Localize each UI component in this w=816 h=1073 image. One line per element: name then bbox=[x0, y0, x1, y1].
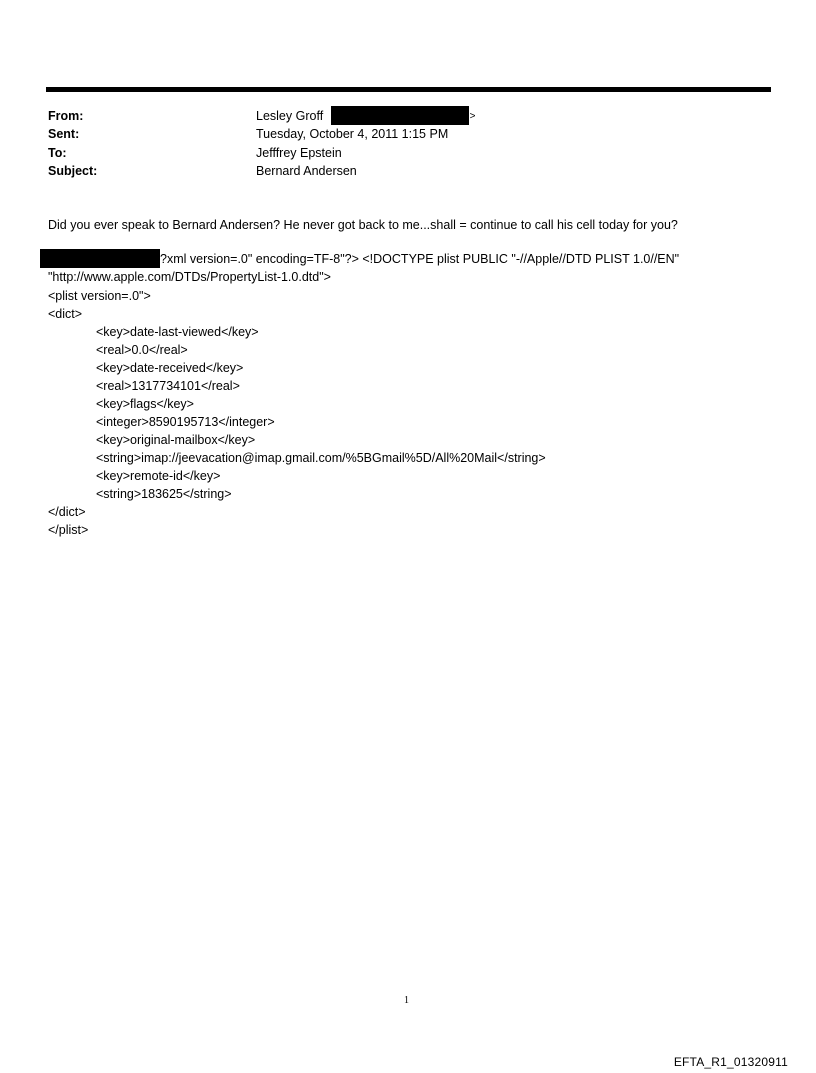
xml-entry: <string>183625</string> bbox=[96, 487, 232, 501]
xml-entry: <integer>8590195713</integer> bbox=[96, 415, 275, 429]
xml-entry: <key>date-last-viewed</key> bbox=[96, 325, 259, 339]
xml-close-dict: </dict> bbox=[48, 505, 86, 519]
to-value: Jefffrey Epstein bbox=[256, 146, 342, 160]
subject-value: Bernard Andersen bbox=[256, 164, 357, 178]
subject-label: Subject: bbox=[48, 164, 98, 178]
xml-close-plist: </plist> bbox=[48, 523, 89, 537]
from-email-redaction bbox=[331, 106, 469, 125]
xml-line-1 bbox=[40, 250, 679, 269]
to-label: To: bbox=[48, 146, 67, 160]
xml-entry: <real>0.0</real> bbox=[96, 343, 188, 357]
xml-line-4: <dict> bbox=[48, 307, 83, 321]
xml-declaration: ?xml version=.0" encoding=TF-8"?> <!DOCTYPE plist PUBLIC "-//Apple//DTD PLIST 1.0//EN" bbox=[160, 252, 680, 266]
message-body: Did you ever speak to Bernard Andersen? He never got back to me...shall = continue to call his cell today for you? bbox=[48, 218, 678, 232]
xml-entry: <key>remote-id</key> bbox=[96, 469, 221, 483]
xml-line-3: <plist version=.0"> bbox=[48, 289, 151, 303]
sent-label: Sent: bbox=[48, 127, 80, 141]
xml-entry: <key>original-mailbox</key> bbox=[96, 433, 256, 447]
from-value bbox=[256, 107, 476, 126]
header-rule bbox=[46, 87, 771, 92]
from-gt: > bbox=[469, 110, 476, 122]
from-label: From: bbox=[48, 109, 84, 123]
page-number: 1 bbox=[404, 995, 409, 1006]
xml-line-2: "http://www.apple.com/DTDs/PropertyList-1.0.dtd"> bbox=[48, 270, 331, 284]
xml-entry: <real>1317734101</real> bbox=[96, 379, 240, 393]
from-name: Lesley Groff bbox=[256, 109, 324, 123]
xml-redaction bbox=[40, 249, 160, 268]
document-id: EFTA_R1_01320911 bbox=[673, 1055, 788, 1069]
xml-entry: <string>imap://jeevacation@imap.gmail.com/%5BGmail%5D/All%20Mail</string> bbox=[96, 451, 546, 465]
sent-value: Tuesday, October 4, 2011 1:15 PM bbox=[256, 127, 449, 141]
xml-entry: <key>flags</key> bbox=[96, 397, 194, 411]
xml-entry: <key>date-received</key> bbox=[96, 361, 244, 375]
